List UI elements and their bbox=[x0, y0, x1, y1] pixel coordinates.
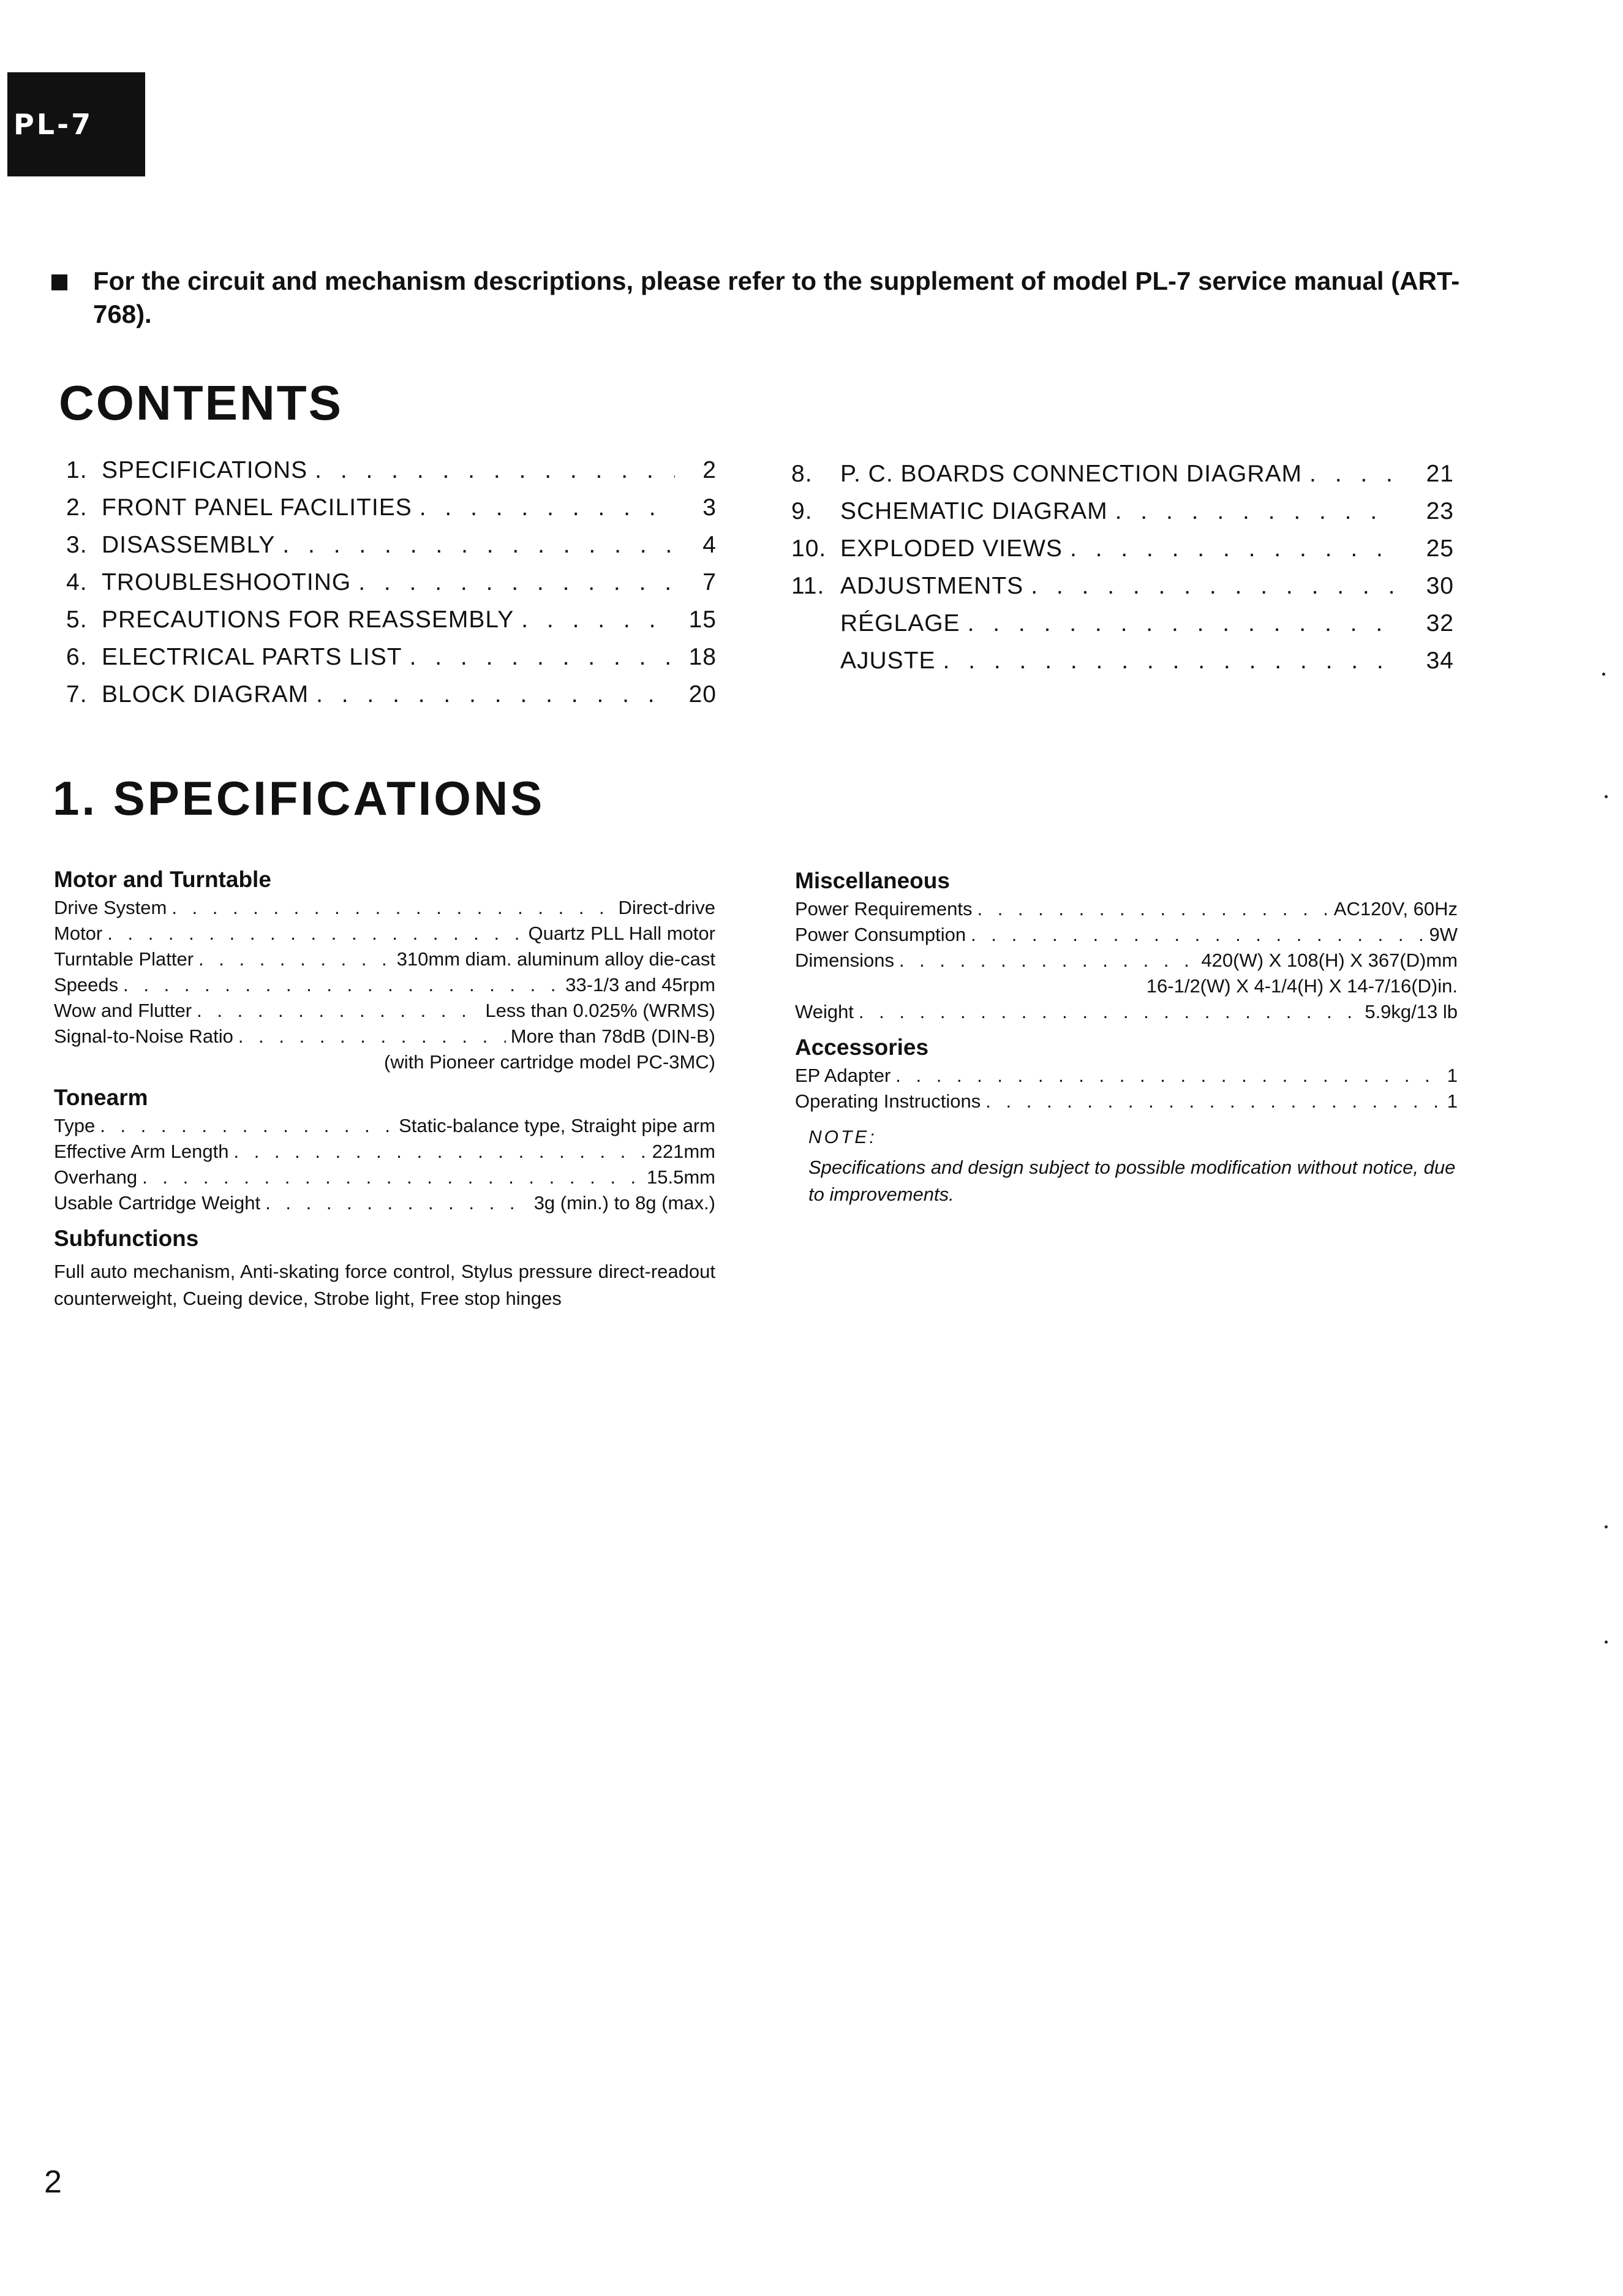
toc-item[interactable]: RÉGLAGE . . . 32 bbox=[791, 610, 1454, 648]
spec-row: Signal-to-Noise Ratio . . . More than 78dB (DIN-B) bbox=[54, 1025, 715, 1051]
toc-item[interactable]: 6. ELECTRICAL PARTS LIST . . . 18 bbox=[66, 644, 717, 681]
spec-row: Power Requirements . . . AC120V, 60Hz bbox=[795, 898, 1458, 924]
spec-continuation: (with Pioneer cartridge model PC-3MC) bbox=[384, 1051, 715, 1073]
specs-right-column bbox=[795, 860, 1458, 1208]
spec-row: EP Adapter . . . 1 bbox=[795, 1065, 1458, 1090]
note-text: Specifications and design subject to possible modification without notice, due to improvements. bbox=[808, 1157, 1456, 1205]
specs-left-column bbox=[54, 859, 715, 1312]
toc-item[interactable]: 5. PRECAUTIONS FOR REASSEMBLY . . . 15 bbox=[66, 606, 717, 644]
spec-row: Effective Arm Length . . . 221mm bbox=[54, 1141, 715, 1166]
scan-speck bbox=[1605, 1641, 1608, 1644]
intro-text: For the circuit and mechanism descriptions, please refer to the supplement of model PL-7 service manual (ART-768). bbox=[93, 266, 1460, 328]
toc-item[interactable]: 7. BLOCK DIAGRAM . . . 20 bbox=[66, 681, 717, 719]
toc-item[interactable]: 2. FRONT PANEL FACILITIES . . . 3 bbox=[66, 494, 717, 532]
bullet-icon bbox=[51, 274, 67, 290]
spec-row: Power Consumption . . . 9W bbox=[795, 924, 1458, 950]
spec-row: Drive System . . . Direct-drive bbox=[54, 897, 715, 923]
specifications-heading: 1. SPECIFICATIONS bbox=[53, 771, 545, 825]
spec-continuation: 16-1/2(W) X 4-1/4(H) X 14-7/16(D)in. bbox=[1146, 975, 1458, 997]
intro-note bbox=[51, 265, 1478, 331]
scan-speck bbox=[1602, 673, 1605, 676]
toc-item[interactable]: 1. SPECIFICATIONS . . . 2 bbox=[66, 457, 717, 494]
spec-row: Weight . . . 5.9kg/13 lb bbox=[795, 1001, 1458, 1027]
spec-row: Overhang . . . 15.5mm bbox=[54, 1166, 715, 1192]
model-tab: PL-7 bbox=[7, 72, 145, 176]
section-heading: Subfunctions bbox=[54, 1226, 199, 1251]
toc-item[interactable]: 8. P. C. BOARDS CONNECTION DIAGRAM . . . 21 bbox=[791, 461, 1454, 498]
toc-left-column bbox=[66, 457, 717, 719]
scan-speck bbox=[1605, 795, 1608, 798]
section-heading: Accessories bbox=[795, 1035, 929, 1060]
section-heading: Tonearm bbox=[54, 1085, 148, 1110]
spec-row: Turntable Platter . . . 310mm diam. aluminum alloy die-cast bbox=[54, 948, 715, 974]
spec-row: Wow and Flutter . . . Less than 0.025% (WRMS) bbox=[54, 1000, 715, 1025]
toc-item[interactable]: 4. TROUBLESHOOTING . . . 7 bbox=[66, 569, 717, 606]
toc-item[interactable]: 9. SCHEMATIC DIAGRAM . . . 23 bbox=[791, 498, 1454, 535]
toc-item[interactable]: 3. DISASSEMBLY . . . 4 bbox=[66, 532, 717, 569]
toc-item[interactable]: 10. EXPLODED VIEWS . . . 25 bbox=[791, 535, 1454, 573]
subfunctions-text: Full auto mechanism, Anti-skating force control, Stylus pressure direct-readout counterweight, Cueing device, Strobe light, Free stop hinges bbox=[54, 1261, 715, 1309]
spec-row: Usable Cartridge Weight . . . 3g (min.) to 8g (max.) bbox=[54, 1192, 715, 1218]
toc-item[interactable]: AJUSTE . . . 34 bbox=[791, 648, 1454, 685]
scan-speck bbox=[1605, 1525, 1608, 1528]
section-heading: Motor and Turntable bbox=[54, 867, 271, 892]
toc-item[interactable]: 11. ADJUSTMENTS . . . 30 bbox=[791, 573, 1454, 610]
page-number: 2 bbox=[44, 2164, 62, 2200]
spec-row: Motor . . . Quartz PLL Hall motor bbox=[54, 923, 715, 948]
note-label: NOTE: bbox=[808, 1127, 877, 1147]
spec-row: Operating Instructions . . . 1 bbox=[795, 1090, 1458, 1116]
spec-row: Dimensions . . . 420(W) X 108(H) X 367(D)mm bbox=[795, 950, 1458, 975]
section-heading: Miscellaneous bbox=[795, 868, 950, 893]
spec-row: Speeds . . . 33-1/3 and 45rpm bbox=[54, 974, 715, 1000]
toc-right-column bbox=[791, 461, 1454, 685]
contents-heading: CONTENTS bbox=[59, 376, 343, 430]
spec-row: Type . . . Static-balance type, Straight pipe arm bbox=[54, 1115, 715, 1141]
